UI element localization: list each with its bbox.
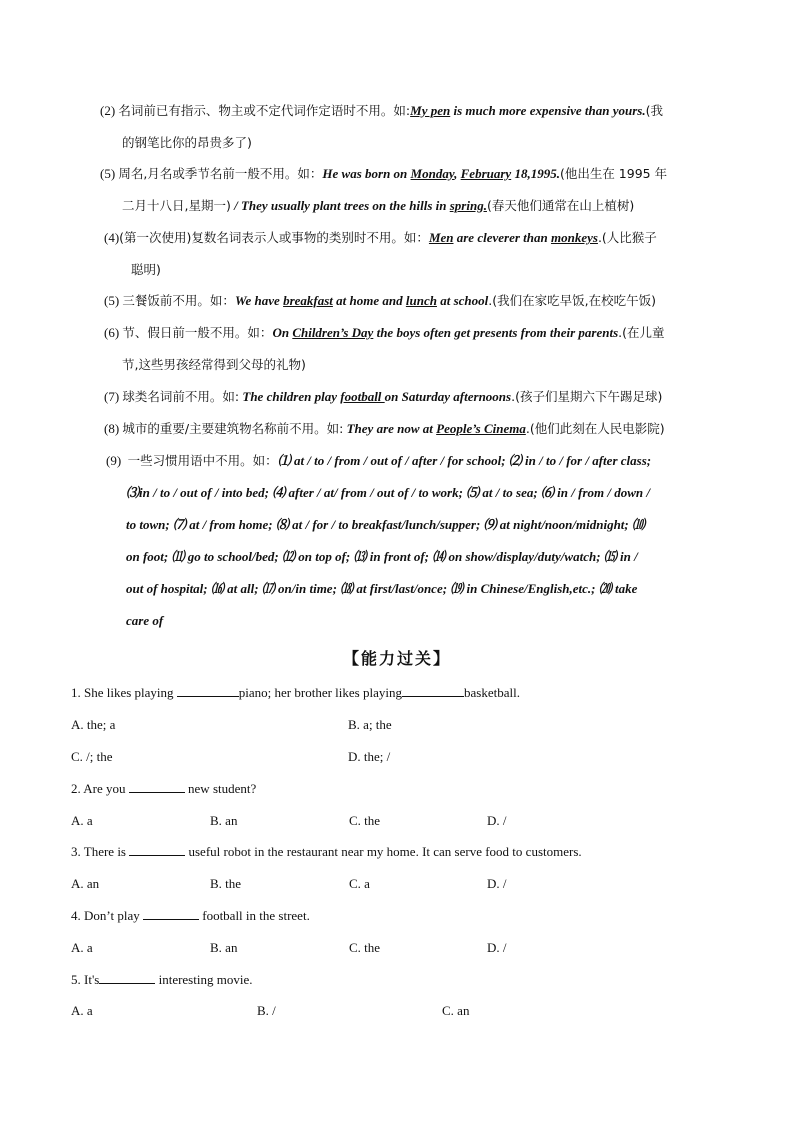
- example-underlined: breakfast: [283, 293, 333, 308]
- translation: .(他们此刻在人民电影院): [525, 421, 665, 436]
- rule-text: (第一次使用)复数名词表示人或事物的类别时不用。如：: [119, 230, 429, 245]
- option-a[interactable]: A. a: [71, 940, 93, 955]
- rule-text: 节、假日前一般不用。如：: [122, 325, 273, 340]
- answer-blank[interactable]: [129, 780, 185, 793]
- answer-blank[interactable]: [129, 843, 185, 856]
- question-text: interesting movie.: [155, 972, 253, 987]
- rule-text: 球类名词前不用。如:: [122, 389, 240, 404]
- example-underlined: Monday: [410, 166, 455, 181]
- rule-5-line: [100, 164, 667, 184]
- example-text: On: [272, 325, 293, 340]
- idiom-list: ⑶in / to / out of / into bed; ⑷ after / at/ from / out of / to work; ⑸ at / to sea; ⑹ in / from / down /: [126, 485, 651, 500]
- option-b[interactable]: B. the: [210, 876, 242, 891]
- example-text: He was born on: [322, 166, 411, 181]
- rule-text: 三餐饭前不用。如：: [122, 293, 235, 308]
- rule-number: (2): [100, 103, 116, 118]
- option-b[interactable]: B. an: [210, 813, 238, 828]
- example-underlined: Men: [428, 230, 454, 245]
- translation: (他出生在 1995 年: [559, 166, 668, 181]
- answer-blank[interactable]: [143, 907, 199, 920]
- option-a[interactable]: A. a: [71, 813, 93, 828]
- option-b[interactable]: B. an: [210, 940, 238, 955]
- option-d[interactable]: D. /: [487, 940, 507, 955]
- question-2: [71, 779, 256, 799]
- example-text: The children play: [239, 389, 341, 404]
- option-a[interactable]: A. a: [71, 1003, 93, 1018]
- example-underlined: monkeys: [550, 230, 598, 245]
- rule-6-line: [104, 323, 665, 343]
- question-text: 3. There is: [71, 844, 130, 859]
- section-heading: 【能力过关】: [342, 649, 451, 668]
- example-text: on Saturday afternoons: [384, 389, 512, 404]
- example-underlined: February: [460, 166, 512, 181]
- translation: 二月十八日,星期一): [122, 198, 231, 213]
- rule-number: (9): [106, 453, 122, 468]
- translation: .(人比猴子: [597, 230, 657, 245]
- translation: .(孩子们星期六下午踢足球): [511, 389, 663, 404]
- translation: .(我们在家吃早饭,在校吃午饭): [488, 293, 656, 308]
- idiom-list: on foot; ⑾ go to school/bed; ⑿ on top of; ⒀ in front of; ⒁ on show/display/duty/watch; ⒂ in /: [126, 549, 638, 564]
- example-text: We have: [234, 293, 284, 308]
- option-c[interactable]: C. the: [349, 940, 381, 955]
- rule-2-line: [100, 101, 663, 121]
- translation: (春天他们通常在山上植树): [486, 198, 635, 213]
- example-text: at home and: [332, 293, 406, 308]
- translation: .(在儿童: [618, 325, 665, 340]
- question-text: piano; her brother likes playing: [238, 685, 402, 700]
- translation: (我: [645, 103, 663, 118]
- rule-number: (7): [104, 389, 120, 404]
- option-b[interactable]: B. a; the: [348, 717, 392, 732]
- option-c[interactable]: C. a: [349, 876, 370, 891]
- question-text: football in the street.: [198, 908, 310, 923]
- question-text: 2. Are you: [71, 781, 129, 796]
- rule-4-line: [104, 228, 657, 248]
- option-d[interactable]: D. /: [487, 876, 507, 891]
- rule-number: (6): [104, 325, 120, 340]
- idiom-list: care of: [126, 613, 164, 628]
- rule-4-cont: 聪明): [131, 262, 161, 277]
- answer-blank[interactable]: [177, 684, 239, 697]
- question-3: [71, 842, 582, 862]
- rule-number: (8): [104, 421, 120, 436]
- option-c[interactable]: C. the: [349, 813, 381, 828]
- example-underlined: My pen: [410, 103, 451, 118]
- question-text: basketball.: [463, 685, 520, 700]
- question-5: [71, 970, 252, 990]
- rule-2-cont: 的钢笔比你的昂贵多了): [122, 135, 252, 150]
- question-text: 5. It's: [71, 972, 100, 987]
- example-underlined: Children’s Day: [292, 325, 374, 340]
- rule-6-cont: 节,这些男孩经常得到父母的礼物): [122, 357, 306, 372]
- example-underlined: lunch: [405, 293, 437, 308]
- example-text: / They usually plant trees on the hills in: [230, 198, 450, 213]
- rule-text: 城市的重要/主要建筑物名称前不用。如:: [122, 421, 344, 436]
- example-text: They are now at: [343, 421, 437, 436]
- answer-blank[interactable]: [99, 971, 155, 984]
- rule-5-cont: [122, 196, 634, 216]
- rule-text: 周名,月名或季节名前一般不用。如：: [118, 166, 323, 181]
- rule-number: (4): [104, 230, 120, 245]
- example-underlined: spring.: [449, 198, 487, 213]
- rule-text: 一些习惯用语中不用。如：: [127, 453, 278, 468]
- rule-9-line: [106, 451, 651, 471]
- question-4: [71, 906, 310, 926]
- example-text: at school: [436, 293, 489, 308]
- option-d[interactable]: D. the; /: [348, 749, 391, 764]
- example-text: are cleverer than: [453, 230, 551, 245]
- question-text: new student?: [184, 781, 257, 796]
- question-text: 4. Don’t play: [71, 908, 143, 923]
- example-text: is much more expensive than yours.: [450, 103, 646, 118]
- answer-blank[interactable]: [402, 684, 464, 697]
- option-c[interactable]: C. an: [442, 1003, 470, 1018]
- option-c[interactable]: C. /; the: [71, 749, 113, 764]
- option-d[interactable]: D. /: [487, 813, 507, 828]
- question-text: 1. She likes playing: [71, 685, 177, 700]
- idiom-list: ⑴ at / to / from / out of / after / for school; ⑵ in / to / for / after class;: [277, 453, 652, 468]
- rule-8-line: [104, 419, 665, 439]
- example-text: 18,1995.: [511, 166, 560, 181]
- option-b[interactable]: B. /: [257, 1003, 276, 1018]
- rule-7-line: [104, 387, 662, 407]
- question-1: [71, 683, 520, 703]
- idiom-list: out of hospital; ⒃ at all; ⒄ on/in time; ⒅ at first/last/once; ⒆ in Chinese/English,etc.; ⒇ take: [126, 581, 638, 596]
- rule-number: (5): [104, 293, 120, 308]
- idiom-list: to town; ⑺ at / from home; ⑻ at / for / to breakfast/lunch/supper; ⑼ at night/noon/midnight; ⑽: [126, 517, 645, 532]
- example-underlined: football: [340, 389, 385, 404]
- option-a[interactable]: A. an: [71, 876, 100, 891]
- example-text: ,: [454, 166, 461, 181]
- rule-number: (5): [100, 166, 116, 181]
- question-text: useful robot in the restaurant near my home. It can serve food to customers.: [185, 844, 582, 859]
- rule-text: 名词前已有指示、物主或不定代词作定语时不用。如:: [118, 103, 411, 118]
- option-a[interactable]: A. the; a: [71, 717, 116, 732]
- example-text: the boys often get presents from their parents: [373, 325, 619, 340]
- rule-5b-line: [104, 291, 656, 311]
- example-underlined: People’s Cinema: [436, 421, 526, 436]
